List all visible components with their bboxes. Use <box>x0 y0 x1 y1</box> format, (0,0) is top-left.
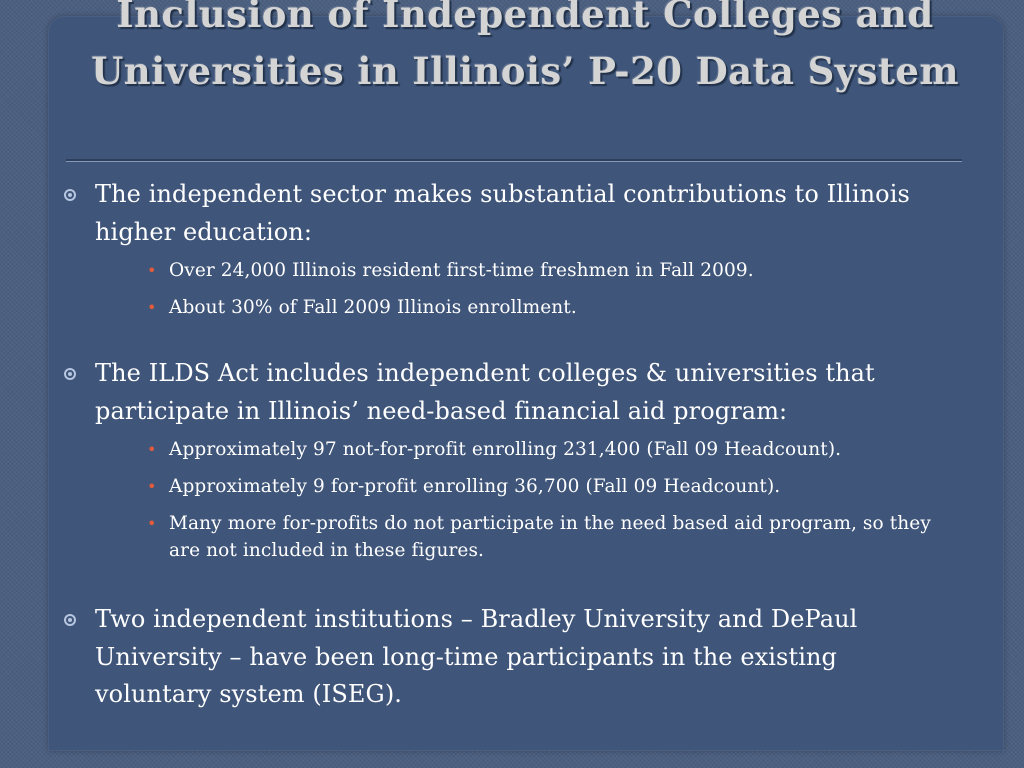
sub-bullet-item <box>95 473 960 500</box>
slide-body <box>60 176 960 714</box>
sub-bullet-item <box>95 294 960 321</box>
sub-bullet-item <box>95 510 960 564</box>
sub-bullet-text: Approximately 97 not-for-profit enrolling 231,400 (Fall 09 Headcount). <box>169 439 842 460</box>
dot-bullet-icon: • <box>147 514 157 533</box>
target-bullet-icon <box>64 614 76 626</box>
target-bullet-icon <box>64 368 76 380</box>
sub-bullet-text: Many more for-profits do not participate in the need based aid program, so they are not included in these figures. <box>169 513 931 561</box>
sub-bullet-text: About 30% of Fall 2009 Illinois enrollment. <box>169 297 577 318</box>
sub-bullet-list <box>95 436 960 564</box>
sub-bullet-item <box>95 257 960 284</box>
bullet-text: The independent sector makes substantial contributions to Illinois higher education: <box>95 180 910 246</box>
bullet-text: The ILDS Act includes independent colleges & universities that participate in Illinois’ need-based financial aid program: <box>95 359 875 425</box>
title-divider <box>66 159 962 162</box>
bullet-item <box>60 601 960 714</box>
dot-bullet-icon: • <box>147 298 157 317</box>
bullet-item <box>60 176 960 321</box>
bullet-item <box>60 355 960 564</box>
sub-bullet-text: Approximately 9 for-profit enrolling 36,700 (Fall 09 Headcount). <box>169 476 781 497</box>
sub-bullet-list <box>95 257 960 321</box>
dot-bullet-icon: • <box>147 440 157 459</box>
dot-bullet-icon: • <box>147 477 157 496</box>
slide-title: Inclusion of Independent Colleges and Universities in Illinois’ P-20 Data System <box>91 0 959 93</box>
bullet-text: Two independent institutions – Bradley University and DePaul University – have been long-time participants in the existing voluntary system (ISEG). <box>95 605 858 708</box>
dot-bullet-icon: • <box>147 261 157 280</box>
target-bullet-icon <box>64 189 76 201</box>
sub-bullet-item <box>95 436 960 463</box>
sub-bullet-text: Over 24,000 Illinois resident first-time freshmen in Fall 2009. <box>169 260 754 281</box>
